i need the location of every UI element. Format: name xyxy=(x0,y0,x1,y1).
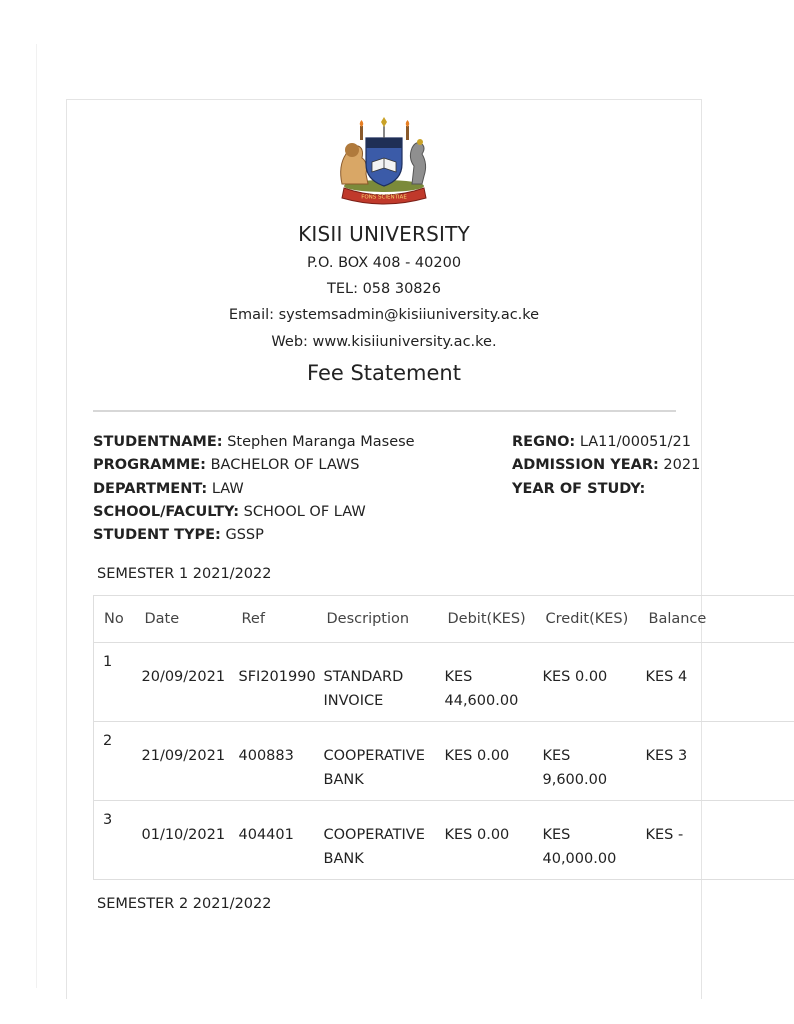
student-info-left xyxy=(93,431,415,547)
row-date: 21/09/2021 xyxy=(135,722,232,801)
student-name-line xyxy=(93,431,415,454)
semester-2-title: SEMESTER 2 2021/2022 xyxy=(97,896,272,912)
row-no: 2 xyxy=(94,722,135,801)
row-debit: KES 0.00 xyxy=(438,801,536,880)
programme-label: PROGRAMME: xyxy=(93,457,206,474)
semester-1-title: SEMESTER 1 2021/2022 xyxy=(97,566,272,582)
row-date: 20/09/2021 xyxy=(135,643,232,722)
department-line xyxy=(93,478,415,501)
row-description: COOPERATIVE BANK xyxy=(317,801,438,880)
admission-year-value: 2021 xyxy=(663,457,701,474)
school-label: SCHOOL/FACULTY: xyxy=(93,503,240,520)
admission-year-line xyxy=(512,454,700,477)
regno-label: REGNO: xyxy=(512,434,576,450)
row-no: 3 xyxy=(94,801,135,880)
university-address: P.O. BOX 408 - 40200 xyxy=(306,255,462,271)
regno-value: LA11/00051/21 xyxy=(579,434,691,450)
column-header-no: No xyxy=(94,596,135,643)
school-line xyxy=(93,501,415,524)
column-header-credit: Credit(KES) xyxy=(536,596,639,643)
crest-motto: FONS SCIENTIAE xyxy=(361,194,407,201)
column-header-ref: Ref xyxy=(232,596,317,643)
table-header-row xyxy=(94,596,794,643)
column-header-balance: Balance xyxy=(639,596,794,643)
table-row xyxy=(94,722,794,801)
university-crest-icon xyxy=(332,118,436,206)
table-row xyxy=(94,643,794,722)
row-balance: KES 3 xyxy=(639,722,794,801)
row-no: 1 xyxy=(94,643,135,722)
university-web: Web: www.kisiiuniversity.ac.ke. xyxy=(271,334,497,350)
programme-line xyxy=(93,454,415,477)
university-email: Email: systemsadmin@kisiiuniversity.ac.ke xyxy=(228,307,540,323)
table-row xyxy=(94,801,794,880)
programme-value: BACHELOR OF LAWS xyxy=(210,457,360,474)
department-value: LAW xyxy=(211,480,244,497)
student-type-label: STUDENT TYPE: xyxy=(93,527,221,544)
semester-1-table-scroll[interactable] xyxy=(93,595,707,879)
year-of-study-line xyxy=(512,478,700,501)
page-margin-guide xyxy=(36,44,37,988)
row-ref: 400883 xyxy=(232,722,317,801)
row-credit: KES 0.00 xyxy=(536,643,639,722)
student-type-line xyxy=(93,524,415,547)
row-balance: KES - xyxy=(639,801,794,880)
row-credit: KES 9,600.00 xyxy=(536,722,639,801)
university-tel: TEL: 058 30826 xyxy=(326,281,441,297)
row-ref: SFI201990 xyxy=(232,643,317,722)
header-divider xyxy=(93,410,676,412)
row-balance: KES 4 xyxy=(639,643,794,722)
document-title: Fee Statement xyxy=(307,361,461,385)
row-ref: 404401 xyxy=(232,801,317,880)
semester-1-table xyxy=(93,595,794,880)
student-info-right xyxy=(512,431,700,501)
row-debit: KES 0.00 xyxy=(438,722,536,801)
year-of-study-label: YEAR OF STUDY: xyxy=(512,480,646,497)
row-description: COOPERATIVE BANK xyxy=(317,722,438,801)
column-header-debit: Debit(KES) xyxy=(438,596,536,643)
university-name: KISII UNIVERSITY xyxy=(298,222,470,246)
row-description: STANDARD INVOICE xyxy=(317,643,438,722)
regno-line xyxy=(512,431,700,454)
column-header-date: Date xyxy=(135,596,232,643)
school-value: SCHOOL OF LAW xyxy=(243,503,366,520)
row-debit: KES 44,600.00 xyxy=(438,643,536,722)
column-header-description: Description xyxy=(317,596,438,643)
row-date: 01/10/2021 xyxy=(135,801,232,880)
student-name-label: STUDENTNAME: xyxy=(93,434,223,450)
row-credit: KES 40,000.00 xyxy=(536,801,639,880)
admission-year-label: ADMISSION YEAR: xyxy=(512,457,659,474)
department-label: DEPARTMENT: xyxy=(93,480,208,497)
student-type-value: GSSP xyxy=(225,527,264,544)
student-name-value: Stephen Maranga Masese xyxy=(227,434,415,450)
